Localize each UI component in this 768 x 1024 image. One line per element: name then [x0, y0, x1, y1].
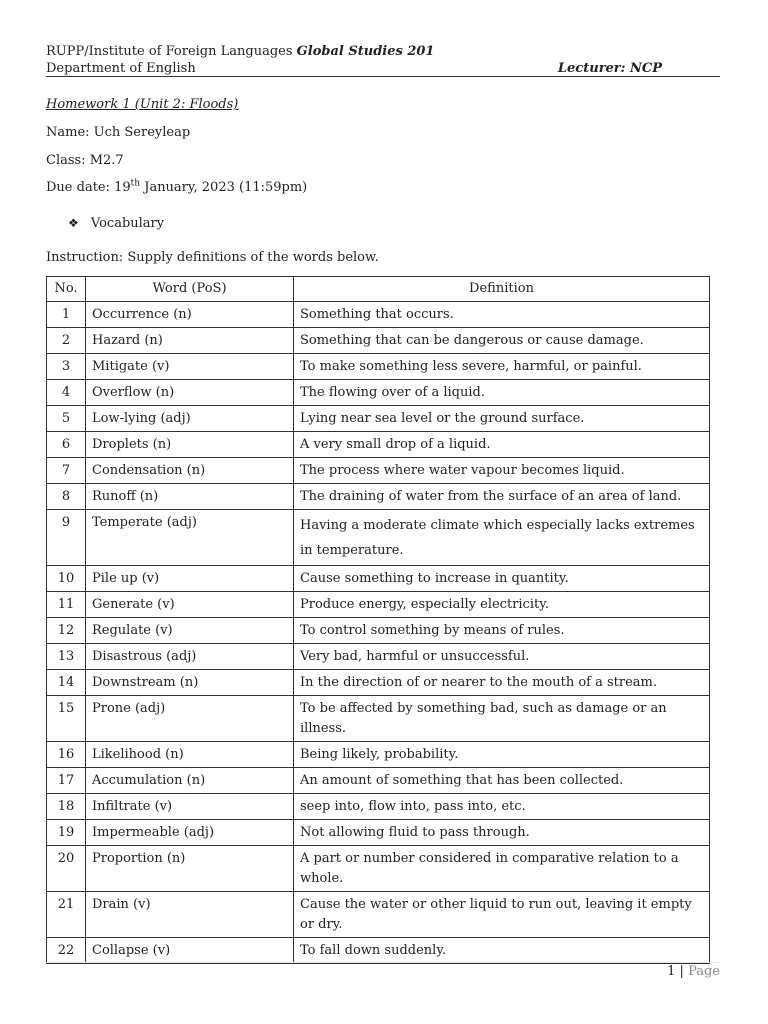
table-row: [47, 696, 710, 742]
page-footer: [667, 964, 720, 979]
header-word: Word (PoS): [86, 277, 294, 302]
row-number: 8: [47, 484, 86, 510]
row-definition: Being likely, probability.: [294, 742, 710, 768]
row-word: Disastrous (adj): [86, 644, 294, 670]
table-row: [47, 354, 710, 380]
header-no: No.: [47, 277, 86, 302]
course-title: Global Studies 201: [296, 44, 435, 59]
row-definition: Lying near sea level or the ground surface.: [294, 406, 710, 432]
row-word: Infiltrate (v): [86, 794, 294, 820]
row-definition: An amount of something that has been collected.: [294, 768, 710, 794]
table-row: [47, 380, 710, 406]
row-number: 18: [47, 794, 86, 820]
table-row: [47, 670, 710, 696]
section-heading-text: Vocabulary: [90, 216, 165, 231]
row-number: 5: [47, 406, 86, 432]
row-word: Drain (v): [86, 892, 294, 938]
row-number: 22: [47, 938, 86, 964]
row-word: Hazard (n): [86, 328, 294, 354]
row-definition: Something that can be dangerous or cause damage.: [294, 328, 710, 354]
row-definition: seep into, flow into, pass into, etc.: [294, 794, 710, 820]
row-number: 21: [47, 892, 86, 938]
row-number: 14: [47, 670, 86, 696]
row-word: Proportion (n): [86, 846, 294, 892]
row-word: Collapse (v): [86, 938, 294, 964]
row-definition: Having a moderate climate which especially lacks extremes in temperature.: [294, 510, 710, 566]
vocabulary-table-body: [47, 302, 710, 964]
row-number: 2: [47, 328, 86, 354]
table-row: [47, 644, 710, 670]
institution-name: RUPP/Institute of Foreign Languages: [46, 44, 293, 59]
row-definition: To fall down suddenly.: [294, 938, 710, 964]
student-name: Name: Uch Sereyleap: [46, 125, 191, 140]
page-label: Page: [688, 964, 720, 979]
row-number: 19: [47, 820, 86, 846]
table-row: [47, 794, 710, 820]
row-definition: A part or number considered in comparative relation to a whole.: [294, 846, 710, 892]
lecturer-label: Lecturer: NCP: [557, 61, 662, 76]
row-number: 9: [47, 510, 86, 566]
row-definition: The flowing over of a liquid.: [294, 380, 710, 406]
row-definition: The draining of water from the surface of an area of land.: [294, 484, 710, 510]
row-number: 12: [47, 618, 86, 644]
footer-divider: [46, 962, 720, 963]
row-word: Likelihood (n): [86, 742, 294, 768]
table-row: [47, 846, 710, 892]
row-word: Occurrence (n): [86, 302, 294, 328]
header-divider: [46, 76, 720, 77]
due-date-prefix: Due date: 19: [46, 180, 131, 195]
row-definition: In the direction of or nearer to the mouth of a stream.: [294, 670, 710, 696]
table-row: [47, 406, 710, 432]
table-header-row: [47, 277, 710, 302]
row-number: 3: [47, 354, 86, 380]
row-number: 4: [47, 380, 86, 406]
table-row: [47, 892, 710, 938]
table-row: [47, 618, 710, 644]
vocabulary-heading: [68, 216, 164, 231]
table-row: [47, 592, 710, 618]
row-definition: A very small drop of a liquid.: [294, 432, 710, 458]
row-word: Accumulation (n): [86, 768, 294, 794]
row-word: Prone (adj): [86, 696, 294, 742]
table-row: [47, 742, 710, 768]
class-label: Class: M2.7: [46, 153, 124, 168]
table-row: [47, 768, 710, 794]
row-word: Overflow (n): [86, 380, 294, 406]
row-word: Downstream (n): [86, 670, 294, 696]
row-definition: Cause something to increase in quantity.: [294, 566, 710, 592]
row-number: 11: [47, 592, 86, 618]
table-row: [47, 328, 710, 354]
homework-title: Homework 1 (Unit 2: Floods): [46, 97, 239, 112]
row-definition: The process where water vapour becomes liquid.: [294, 458, 710, 484]
table-row: [47, 938, 710, 964]
due-date-ordinal: th: [130, 178, 141, 189]
row-definition: To control something by means of rules.: [294, 618, 710, 644]
row-definition: Not allowing fluid to pass through.: [294, 820, 710, 846]
row-word: Regulate (v): [86, 618, 294, 644]
page-number: 1: [667, 964, 676, 979]
row-definition: To be affected by something bad, such as damage or an illness.: [294, 696, 710, 742]
row-word: Runoff (n): [86, 484, 294, 510]
header-definition: Definition: [294, 277, 710, 302]
table-row: [47, 566, 710, 592]
row-number: 15: [47, 696, 86, 742]
instruction-text: Instruction: Supply definitions of the words below.: [46, 250, 379, 265]
table-row: [47, 432, 710, 458]
vocabulary-table: [46, 276, 710, 964]
row-definition: Something that occurs.: [294, 302, 710, 328]
row-number: 7: [47, 458, 86, 484]
row-definition: Produce energy, especially electricity.: [294, 592, 710, 618]
row-number: 16: [47, 742, 86, 768]
row-number: 13: [47, 644, 86, 670]
row-word: Droplets (n): [86, 432, 294, 458]
row-definition: Cause the water or other liquid to run out, leaving it empty or dry.: [294, 892, 710, 938]
row-word: Temperate (adj): [86, 510, 294, 566]
due-date: [46, 180, 307, 195]
diamond-bullet-icon: ❖: [68, 216, 79, 230]
row-word: Generate (v): [86, 592, 294, 618]
page-separator: |: [675, 964, 689, 979]
row-definition: Very bad, harmful or unsuccessful.: [294, 644, 710, 670]
row-word: Mitigate (v): [86, 354, 294, 380]
row-word: Low-lying (adj): [86, 406, 294, 432]
table-row: [47, 302, 710, 328]
row-word: Pile up (v): [86, 566, 294, 592]
row-word: Condensation (n): [86, 458, 294, 484]
row-number: 17: [47, 768, 86, 794]
row-number: 1: [47, 302, 86, 328]
table-row: [47, 458, 710, 484]
row-definition: To make something less severe, harmful, or painful.: [294, 354, 710, 380]
row-number: 10: [47, 566, 86, 592]
row-word: Impermeable (adj): [86, 820, 294, 846]
row-number: 20: [47, 846, 86, 892]
row-number: 6: [47, 432, 86, 458]
table-row: [47, 510, 710, 566]
due-date-suffix: January, 2023 (11:59pm): [140, 180, 308, 195]
table-row: [47, 820, 710, 846]
table-row: [47, 484, 710, 510]
header-line-1: [46, 44, 434, 59]
department-name: Department of English: [46, 61, 196, 76]
